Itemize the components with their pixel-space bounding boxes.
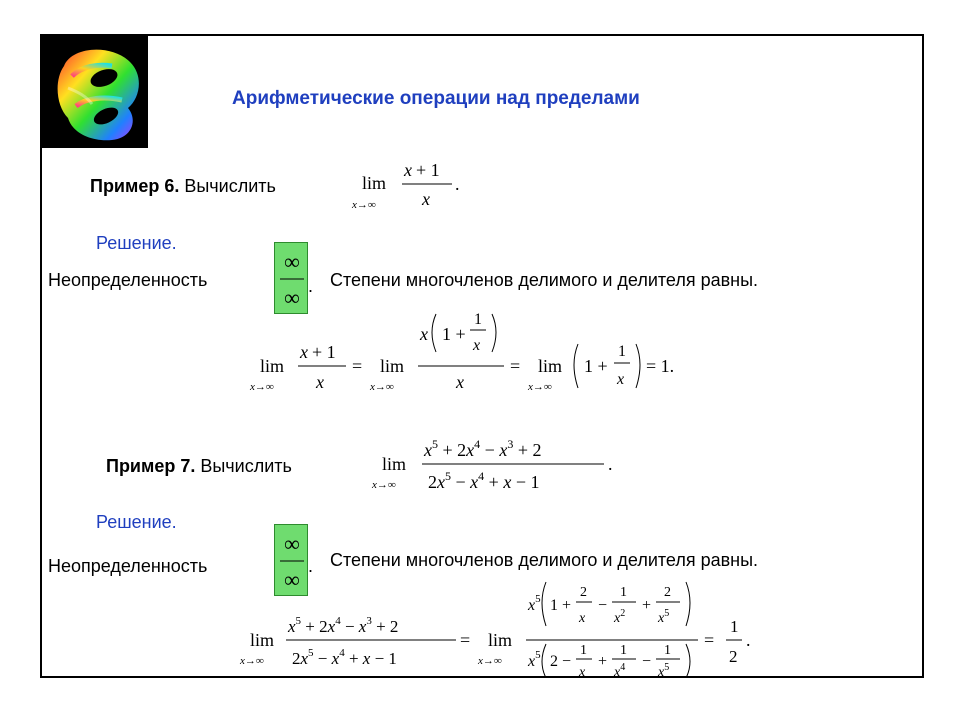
svg-text:.: . <box>455 174 460 194</box>
svg-text:2: 2 <box>729 647 738 666</box>
example-6-solution-formula <box>248 302 688 398</box>
svg-text:x→∞: x→∞ <box>352 199 376 211</box>
svg-text:1: 1 <box>620 585 627 600</box>
example-6-limit-formula <box>352 152 472 218</box>
example-7-solution-formula <box>238 574 838 678</box>
svg-text:x→∞: x→∞ <box>478 655 502 667</box>
slide-frame <box>40 34 924 678</box>
example-7-indeterminacy-label: Неопределенность <box>48 556 208 576</box>
svg-text:1: 1 <box>474 311 482 328</box>
svg-text:lim: lim <box>260 356 285 376</box>
svg-text:2x5 − x4 + x − 1: $2x^5 - x^4 + x - 1$ <box>428 469 540 492</box>
svg-text:+ 1: + 1 <box>312 342 336 362</box>
svg-text:=: = <box>460 630 471 650</box>
svg-text:x5: $x^5$ <box>658 662 670 678</box>
svg-text:x: x <box>579 665 586 678</box>
example-6-heading <box>90 176 276 197</box>
svg-text:1 +: 1 + <box>584 356 608 376</box>
svg-text:∞: ∞ <box>284 249 300 274</box>
svg-text:x5 + 2x4 − x3 + 2: $x^5 + 2x^4 - x^3 + 2$ <box>288 615 399 636</box>
svg-text:x: x <box>617 371 625 388</box>
svg-text:x: x <box>473 337 481 354</box>
example-7-heading <box>106 456 292 477</box>
slide-title: Арифметические операции над пределами <box>232 88 640 109</box>
svg-text:= 1.: = 1. <box>646 356 675 376</box>
svg-text:∞: ∞ <box>284 285 300 310</box>
example-7-limit-formula <box>372 432 632 502</box>
example-7-number: Пример 7. <box>106 456 196 476</box>
example-7-dot: . <box>308 556 314 576</box>
svg-text:lim: lim <box>362 173 387 193</box>
svg-text:1 +: 1 + <box>442 324 466 344</box>
svg-text:.: . <box>746 630 751 650</box>
svg-text:x: x <box>456 372 464 392</box>
svg-text:x4: $x^4$ <box>614 662 626 678</box>
svg-text:lim: lim <box>488 630 513 650</box>
svg-text:1: 1 <box>730 617 739 636</box>
torus-surface-icon <box>42 36 148 148</box>
svg-text:x: x <box>420 324 428 344</box>
svg-text:∞: ∞ <box>284 531 300 556</box>
svg-text:lim: lim <box>250 630 275 650</box>
svg-text:1: 1 <box>618 343 626 360</box>
svg-text:+: + <box>598 653 608 670</box>
example-6-indeterminacy-label: Неопределенность <box>48 270 208 290</box>
svg-text:x→∞: x→∞ <box>372 479 396 491</box>
svg-text:x→∞: x→∞ <box>250 381 274 393</box>
example-6-dot: . <box>308 276 314 296</box>
svg-text:x→∞: x→∞ <box>240 655 264 667</box>
svg-text:.: . <box>608 454 613 474</box>
svg-text:x: x <box>316 372 324 392</box>
svg-text:−: − <box>642 653 652 670</box>
svg-text:x: x <box>404 160 412 180</box>
svg-text:1: 1 <box>580 643 587 658</box>
svg-text:−: − <box>598 597 608 614</box>
svg-text:x→∞: x→∞ <box>528 381 552 393</box>
example-6-instruction: Вычислить <box>179 176 276 196</box>
example-7-solution-label: Решение. <box>96 512 177 532</box>
svg-text:x5: $x^5$ <box>528 593 541 614</box>
svg-text:lim: lim <box>380 356 405 376</box>
svg-text:1: 1 <box>664 643 671 658</box>
svg-text:2: 2 <box>664 585 671 600</box>
example-7-remark: Степени многочленов делимого и делителя равны. <box>330 550 759 570</box>
svg-text:lim: lim <box>538 356 563 376</box>
svg-text:x: x <box>300 342 308 362</box>
svg-text:=: = <box>352 356 363 376</box>
svg-text:x: x <box>579 611 586 626</box>
example-6-remark: Степени многочленов делимого и делителя равны. <box>330 270 759 290</box>
example-7-instruction: Вычислить <box>195 456 292 476</box>
example-6-number: Пример 6. <box>90 176 180 196</box>
svg-text:x5: $x^5$ <box>528 649 541 670</box>
svg-text:x5: $x^5$ <box>658 608 670 626</box>
svg-text:2: 2 <box>580 585 587 600</box>
example-6-solution-label: Решение. <box>96 233 177 253</box>
svg-text:∞: ∞ <box>284 567 300 592</box>
svg-text:1 +: 1 + <box>550 597 572 614</box>
svg-text:+: + <box>642 597 652 614</box>
svg-text:1: 1 <box>620 643 627 658</box>
svg-text:2 −: 2 − <box>550 653 572 670</box>
svg-text:x5 + 2x4 − x3 + 2: $x^5 + 2x^4 - x^3 + 2$ <box>424 437 542 460</box>
svg-text:=: = <box>704 630 715 650</box>
logo <box>42 36 148 148</box>
svg-text:2x5 − x4 + x − 1: $2x^5 - x^4 + x - 1$ <box>292 647 397 668</box>
svg-text:lim: lim <box>382 454 407 474</box>
svg-text:x2: $x^2$ <box>614 608 626 626</box>
svg-text:x→∞: x→∞ <box>370 381 394 393</box>
svg-text:+ 1: + 1 <box>416 160 440 180</box>
svg-text:=: = <box>510 356 521 376</box>
svg-text:x: x <box>422 189 430 209</box>
